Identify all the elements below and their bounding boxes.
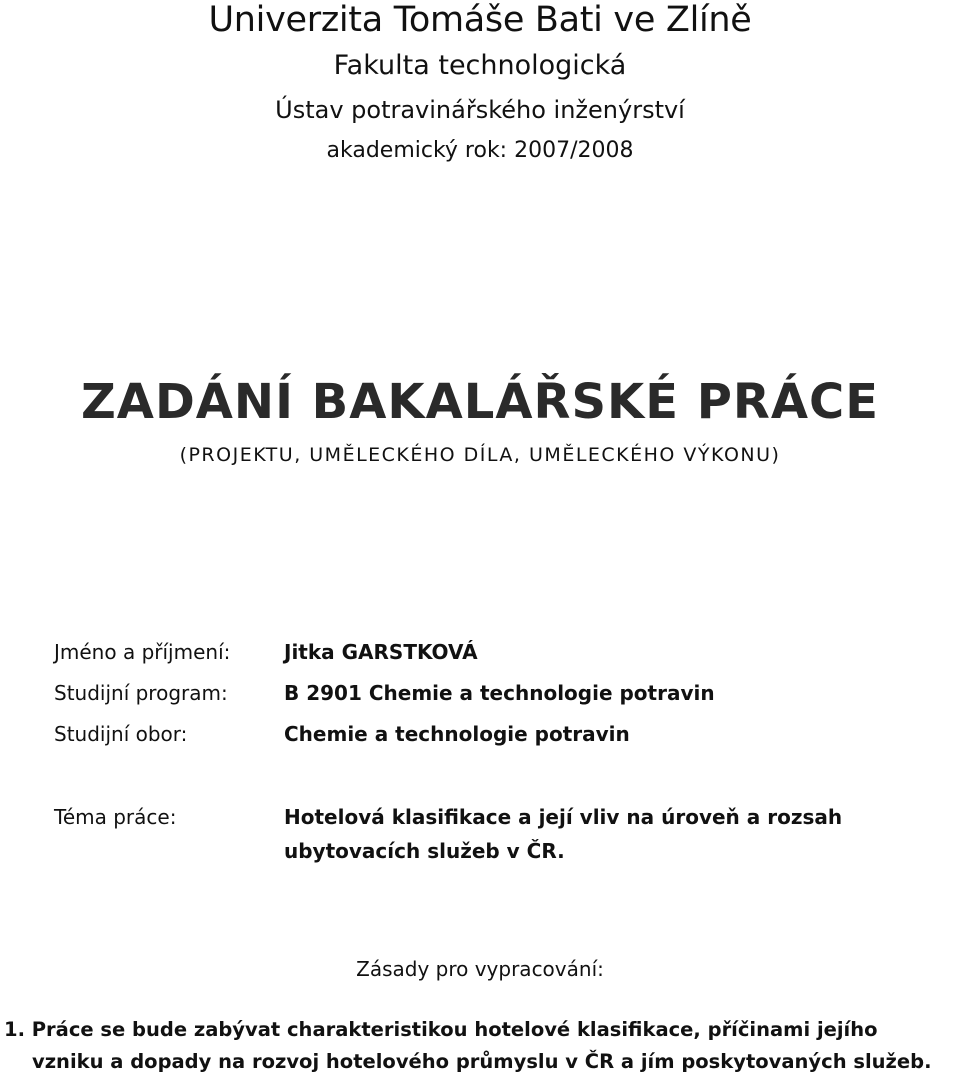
name-label: Jméno a příjmení: [54, 640, 231, 664]
program-label: Studijní program: [54, 681, 228, 705]
academic-year: akademický rok: 2007/2008 [326, 138, 634, 163]
principles-heading: Zásady pro vypracování: [356, 957, 604, 981]
name-value: Jitka GARSTKOVÁ [284, 640, 478, 664]
document-title: ZADÁNÍ BAKALÁŘSKÉ PRÁCE [80, 374, 880, 430]
principle-item-1-line1: 1. Práce se bude zabývat charakteristikou hotelové klasifikace, příčinami jejího [4, 1018, 878, 1041]
study-field-value: Chemie a technologie potravin [284, 722, 630, 746]
topic-label: Téma práce: [54, 805, 177, 829]
university-name: Univerzita Tomáše Bati ve Zlíně [208, 0, 752, 40]
faculty-name: Fakulta technologická [333, 50, 627, 81]
document-subtitle: (PROJEKTU, UMĚLECKÉHO DÍLA, UMĚLECKÉHO VÝKONU) [179, 444, 781, 466]
principle-item-1-line2: vzniku a dopady na rozvoj hotelového průmyslu v ČR a jím poskytovaných služeb. [32, 1050, 932, 1073]
study-field-label: Studijní obor: [54, 722, 188, 746]
topic-value-line1: Hotelová klasifikace a její vliv na úroveň a rozsah [284, 805, 843, 829]
program-value: B 2901 Chemie a technologie potravin [284, 681, 715, 705]
institute-name: Ústav potravinářského inženýrství [275, 96, 685, 124]
topic-value-line2: ubytovacích služeb v ČR. [284, 839, 565, 863]
